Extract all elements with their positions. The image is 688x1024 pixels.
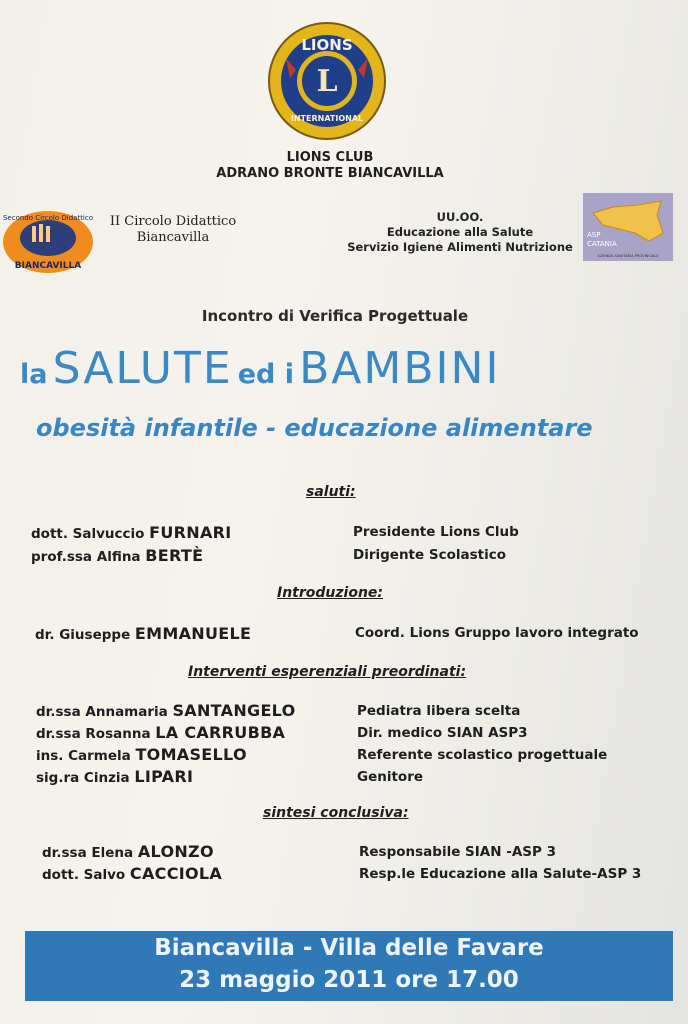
speaker-name xyxy=(35,624,251,643)
speaker-name xyxy=(31,546,203,565)
logo-letter: L xyxy=(316,64,338,99)
club-name xyxy=(180,150,480,182)
event-location: Biancavilla - Villa delle Favare xyxy=(154,935,544,961)
speaker-surname: CACCIOLA xyxy=(129,864,223,883)
speaker-role: Presidente Lions Club xyxy=(353,524,519,540)
speaker-name xyxy=(31,523,232,542)
speaker-name xyxy=(36,723,285,742)
section-introduzione: Introduzione: xyxy=(277,585,384,601)
event-subtitle: obesità infantile - educazione alimentare xyxy=(36,414,593,442)
speaker-title: sig.ra Cinzia xyxy=(36,770,130,786)
asp-logo-line1: ASP xyxy=(587,231,601,239)
health-unit-line2: Educazione alla Salute xyxy=(386,225,534,239)
speaker-title: dr. Giuseppe xyxy=(35,627,131,643)
club-name-line2: ADRANO BRONTE BIANCAVILLA xyxy=(216,166,444,181)
speaker-name xyxy=(36,767,193,786)
speaker-surname: ALONZO xyxy=(137,842,214,861)
speaker-role: Resp.le Educazione alla Salute-ASP 3 xyxy=(359,866,642,882)
speaker-role: Genitore xyxy=(357,769,424,785)
school-name xyxy=(98,214,248,246)
speaker-role: Pediatra libera scelta xyxy=(357,703,521,719)
title-part-ed-i: ed i xyxy=(237,359,295,390)
speaker-surname: FURNARI xyxy=(149,523,232,542)
health-unit-line1: UU.OO. xyxy=(436,210,484,224)
school-name-line1: II Circolo Didattico xyxy=(109,214,237,229)
school-logo-arc-text: Secondo Circolo Didattico xyxy=(2,214,94,222)
title-part-la: la xyxy=(20,359,48,390)
section-interventi: Interventi esperenziali preordinati: xyxy=(188,664,467,680)
speaker-role: Dir. medico SIAN ASP3 xyxy=(357,725,528,741)
lions-international-logo xyxy=(266,20,388,142)
title-part-salute: SALUTE xyxy=(52,343,233,394)
logo-international-text: INTERNATIONAL xyxy=(290,114,364,123)
section-sintesi: sintesi conclusiva: xyxy=(263,805,409,821)
main-title xyxy=(20,343,670,394)
club-name-line1: LIONS CLUB xyxy=(286,150,374,165)
asp-logo-line2: CATANIA xyxy=(587,240,617,248)
speaker-name xyxy=(36,745,247,764)
event-datetime: 23 maggio 2011 ore 17.00 xyxy=(179,967,519,993)
speaker-title: dr.ssa Rosanna xyxy=(36,726,151,742)
event-intro: Incontro di Verifica Progettuale xyxy=(201,307,469,325)
speaker-role: Referente scolastico progettuale xyxy=(357,747,608,763)
speaker-role: Coord. Lions Gruppo lavoro integrato xyxy=(355,625,639,641)
school-logo-label: BIANCAVILLA xyxy=(14,261,82,271)
speaker-surname: SANTANGELO xyxy=(172,701,296,720)
speaker-title: dr.ssa Annamaria xyxy=(36,704,168,720)
speaker-role: Responsabile SIAN -ASP 3 xyxy=(359,844,557,860)
speaker-surname: LIPARI xyxy=(134,767,194,786)
speaker-title: ins. Carmela xyxy=(36,748,131,764)
health-unit-line3: Servizio Igiene Alimenti Nutrizione xyxy=(347,240,573,254)
asp-logo-caption: AZIENDA SANITARIA PROVINCIALE xyxy=(597,254,659,258)
speaker-name xyxy=(42,842,214,861)
title-part-bambini: BAMBINI xyxy=(299,343,501,394)
speaker-title: dott. Salvuccio xyxy=(31,526,145,542)
school-name-line2: Biancavilla xyxy=(136,230,210,245)
school-logo xyxy=(2,210,94,274)
speaker-surname: BERTÈ xyxy=(145,546,204,565)
speaker-name xyxy=(42,864,222,883)
speaker-surname: TOMASELLO xyxy=(135,745,247,764)
speaker-name xyxy=(36,701,296,720)
asp-catania-logo xyxy=(583,193,673,261)
speaker-title: dott. Salvo xyxy=(42,867,126,883)
speaker-title: dr.ssa Elena xyxy=(42,845,134,861)
section-saluti: saluti: xyxy=(306,484,356,500)
speaker-role: Dirigente Scolastico xyxy=(353,547,506,563)
health-unit-block xyxy=(345,210,575,255)
speaker-title: prof.ssa Alfina xyxy=(31,549,141,565)
speaker-surname: EMMANUELE xyxy=(134,624,252,643)
logo-lions-text: LIONS xyxy=(301,36,353,54)
speaker-surname: LA CARRUBBA xyxy=(155,723,286,742)
